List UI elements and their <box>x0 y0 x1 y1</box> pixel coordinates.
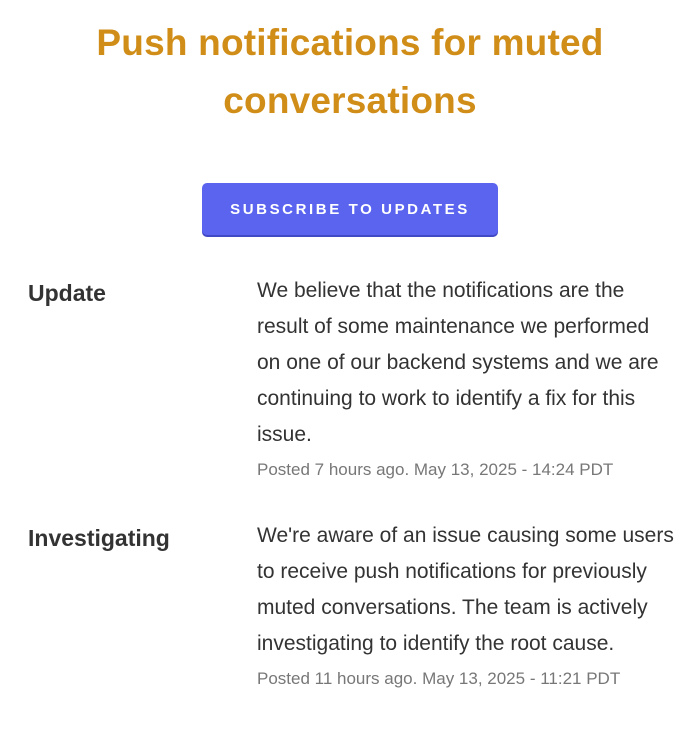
update-timestamp: Posted 7 hours ago. May 13, 2025 - 14:24 PDT <box>257 460 614 479</box>
incident-title: Push notifications for muted conversations <box>96 22 604 121</box>
update-timestamp: Posted 11 hours ago. May 13, 2025 - 11:21 PDT <box>257 669 621 688</box>
update-status-label: Investigating <box>28 525 170 551</box>
subscribe-button[interactable]: SUBSCRIBE TO UPDATES <box>202 183 498 235</box>
subscribe-container <box>0 183 700 235</box>
update-content <box>257 273 677 483</box>
update-body: We believe that the notifications are the result of some maintenance we performed on one of our backend systems and we are continuing to work to identify a fix for this issue. <box>257 279 659 446</box>
update-content <box>257 518 677 692</box>
update-body: We're aware of an issue causing some users to receive push notifications for previously muted conversations. The team is actively investigating to identify the root cause. <box>257 524 674 655</box>
update-status-label: Update <box>28 280 106 306</box>
